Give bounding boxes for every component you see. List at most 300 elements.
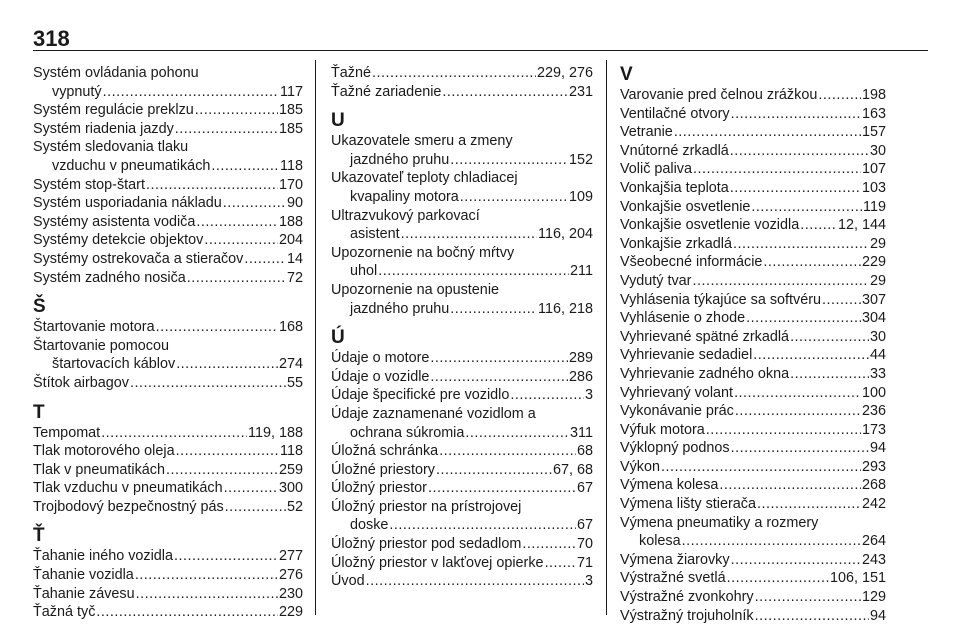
index-entry-line	[620, 588, 886, 607]
index-entry	[620, 458, 886, 477]
index-entry-term: Ukazovatele smeru a zmeny	[331, 133, 513, 150]
index-entry-line	[33, 250, 303, 269]
index-entry-term: Volič paliva	[620, 161, 692, 178]
index-entry	[620, 346, 886, 365]
index-entry-term: Výmena kolesa	[620, 477, 719, 494]
dot-leader	[731, 439, 869, 458]
index-entry-pages: 29	[869, 235, 886, 252]
index-entry-term: Systém riadenia jazdy	[33, 120, 174, 137]
page-number: 318	[33, 26, 70, 51]
index-entry-term: Údaje o motore	[331, 350, 430, 367]
index-entry-pages: 118	[280, 157, 303, 174]
index-entry-term: Výstražný trojuholník	[620, 607, 754, 624]
index-entry-line	[620, 179, 886, 198]
index-entry-term: Úložné priestory	[331, 461, 435, 478]
index-entry-line	[620, 216, 886, 235]
index-entry-pages: 55	[286, 374, 303, 391]
index-entry-pages: 107	[861, 161, 886, 178]
index-entry-pages: 229	[278, 604, 303, 621]
index-entry	[331, 281, 593, 318]
dot-leader	[800, 216, 837, 235]
index-entry	[33, 194, 303, 213]
index-entry	[33, 547, 303, 566]
dot-leader	[746, 309, 861, 328]
index-entry-line	[331, 262, 593, 281]
dot-leader	[366, 572, 584, 591]
dot-leader	[733, 235, 869, 254]
index-entry-pages: 29	[869, 272, 886, 289]
index-entry-line	[620, 160, 886, 179]
index-entry	[331, 64, 593, 83]
index-entry	[620, 291, 886, 310]
index-entry	[33, 566, 303, 585]
index-entry-line	[33, 318, 303, 337]
dot-leader	[401, 225, 537, 244]
index-entry-line	[331, 386, 593, 405]
dot-leader	[790, 365, 869, 384]
index-entry-pages: 300	[278, 480, 303, 497]
index-entry-pages: 119, 188	[248, 424, 303, 441]
index-entry	[331, 479, 593, 498]
index-entry-line	[33, 83, 303, 102]
dot-leader	[135, 566, 278, 585]
index-entry-pages: 173	[861, 421, 886, 438]
index-entry-term: Upozornenie na bočný mŕtvy	[331, 244, 515, 261]
index-entry-line	[33, 269, 303, 288]
index-entry	[33, 269, 303, 288]
index-entry-term: Štartovanie motora	[33, 319, 155, 336]
dot-leader	[757, 495, 861, 514]
index-entry-line	[33, 176, 303, 195]
index-entry-line	[331, 572, 593, 591]
dot-leader	[103, 83, 279, 102]
index-entry-pages: 152	[568, 151, 593, 168]
index-entry-line	[620, 235, 886, 254]
index-entry	[33, 374, 303, 393]
index-entry-term: Štítok airbagov	[33, 374, 129, 391]
dot-leader	[389, 516, 576, 535]
index-entry-subterm: vzduchu v pneumatikách	[52, 157, 211, 174]
dot-leader	[545, 554, 576, 573]
index-entry-pages: 198	[861, 87, 886, 103]
index-entry-pages: 30	[869, 142, 886, 159]
index-entry	[620, 123, 886, 142]
index-entry-pages: 33	[869, 365, 886, 382]
index-entry-pages: 289	[568, 350, 593, 367]
index-entry-term: Údaje o vozidle	[331, 368, 430, 385]
index-entry-pages: 129	[861, 589, 886, 606]
index-entry	[33, 461, 303, 480]
index-entry-pages: 259	[278, 461, 303, 478]
index-entry-pages: 277	[278, 548, 303, 565]
index-entry	[620, 476, 886, 495]
index-entry-pages: 118	[280, 443, 303, 460]
index-entry	[33, 138, 303, 175]
index-entry	[620, 607, 886, 626]
dot-leader	[130, 374, 286, 393]
index-entry-term: Vonkajšie osvetlenie vozidla	[620, 217, 800, 234]
dot-leader	[136, 585, 278, 604]
index-entry-term: Systém ovládania pohonu	[33, 65, 199, 81]
index-entry-pages: 3	[584, 387, 593, 404]
index-entry-line	[620, 476, 886, 495]
dot-leader	[96, 603, 278, 622]
index-entry-term: Výklopný podnos	[620, 440, 730, 457]
index-letter-heading: V	[620, 64, 633, 85]
index-entry	[620, 198, 886, 217]
index-entry-line	[33, 479, 303, 498]
index-entry-subterm: doske	[350, 517, 389, 534]
index-letter-heading: Ú	[331, 327, 345, 349]
index-entry-line	[331, 349, 593, 368]
index-entry-term: Ťahanie iného vozidla	[33, 548, 174, 565]
index-entry-line	[620, 86, 886, 105]
index-entry-pages: 72	[286, 269, 303, 286]
index-entry-pages: 116, 218	[538, 300, 593, 317]
index-entry-line	[33, 461, 303, 480]
index-entry	[620, 235, 886, 254]
index-entry-pages: 243	[861, 551, 886, 568]
index-entry	[331, 535, 593, 554]
index-entry-line	[331, 461, 593, 480]
index-entry-line	[620, 142, 886, 161]
index-entry-term: Vnútorné zrkadlá	[620, 142, 729, 159]
index-entry-line	[331, 151, 593, 170]
index-entry-line	[33, 547, 303, 566]
index-entry-term: Úvod	[331, 573, 365, 590]
dot-leader	[755, 607, 869, 626]
dot-leader	[430, 368, 568, 387]
index-entry	[331, 386, 593, 405]
dot-leader	[244, 250, 286, 269]
index-entry-pages: 230	[278, 585, 303, 602]
index-entry	[331, 132, 593, 169]
index-entry-line	[620, 291, 886, 310]
index-entry	[620, 309, 886, 328]
header-rule	[33, 50, 928, 51]
index-entry-line	[620, 532, 886, 551]
index-entry-term: Úložný priestor v lakťovej opierke	[331, 554, 544, 571]
index-entry	[620, 439, 886, 458]
index-entry	[620, 179, 886, 198]
dot-leader	[442, 83, 568, 102]
index-entry	[331, 461, 593, 480]
index-entry-line	[620, 346, 886, 365]
dot-leader	[204, 231, 278, 250]
index-entry-line	[620, 439, 886, 458]
index-entry-line	[331, 300, 593, 319]
dot-leader	[175, 120, 278, 139]
index-entry-pages: 286	[568, 368, 593, 385]
dot-leader	[450, 151, 568, 170]
index-entry-pages: 3	[584, 573, 593, 590]
index-entry-line	[620, 458, 886, 477]
column-divider	[606, 60, 607, 615]
index-entry	[331, 442, 593, 461]
dot-leader	[753, 346, 869, 365]
dot-leader	[522, 535, 576, 554]
index-entry-line	[331, 83, 593, 102]
index-entry-term: Štartovanie pomocou	[33, 337, 169, 354]
index-entry-line	[33, 157, 303, 176]
index-entry	[620, 569, 886, 588]
index-entry-term: Vydutý tvar	[620, 272, 692, 289]
index-entry-pages: 71	[576, 554, 593, 571]
index-entry-term: Údaje špecifické pre vozidlo	[331, 387, 510, 404]
index-entry-term: Tlak motorového oleja	[33, 443, 175, 460]
index-entry-term: Ťažná tyč	[33, 604, 96, 621]
index-column-1	[33, 64, 303, 622]
dot-leader	[731, 105, 861, 124]
index-entry-pages: 307	[861, 291, 886, 308]
dot-leader	[735, 402, 861, 421]
index-entry-line	[620, 551, 886, 570]
dot-leader	[719, 476, 861, 495]
index-entry-pages: 188	[278, 213, 303, 230]
index-entry	[620, 551, 886, 570]
index-entry-subterm: vypnutý	[52, 83, 102, 100]
index-entry-pages: 103	[861, 179, 886, 196]
index-entry-pages: 268	[861, 477, 886, 494]
index-entry	[331, 572, 593, 591]
index-entry-pages: 30	[869, 328, 886, 345]
index-entry-term: Výstražné zvonkohry	[620, 589, 754, 606]
index-entry-pages: 229, 276	[536, 65, 593, 81]
index-entry-line	[620, 421, 886, 440]
index-entry-pages: 264	[861, 533, 886, 550]
index-entry-term: Výfuk motora	[620, 421, 705, 438]
index-entry-pages: 168	[278, 319, 303, 336]
index-entry-term: Varovanie pred čelnou zrážkou	[620, 87, 818, 103]
dot-leader	[430, 349, 568, 368]
index-entry-term: Ťažné	[331, 65, 371, 81]
index-entry-pages: 67, 68	[552, 461, 593, 478]
dot-leader	[751, 198, 862, 217]
index-entry-line	[33, 213, 303, 232]
index-entry-pages: 100	[861, 384, 886, 401]
dot-leader	[755, 588, 861, 607]
index-entry-pages: 185	[278, 102, 303, 119]
index-entry-pages: 170	[278, 176, 303, 193]
index-entry-pages: 242	[861, 496, 886, 513]
dot-leader	[166, 461, 278, 480]
dot-leader	[734, 384, 861, 403]
index-entry-pages: 236	[861, 403, 886, 420]
index-entry-line	[33, 566, 303, 585]
index-entry-line	[33, 442, 303, 461]
index-entry	[331, 169, 593, 206]
index-entry-term: Systém usporiadania nákladu	[33, 195, 222, 212]
index-entry	[33, 424, 303, 443]
index-entry-term: Výstražné svetlá	[620, 570, 726, 587]
index-entry-line	[620, 495, 886, 514]
dot-leader	[101, 424, 247, 443]
index-entry-subterm: kolesa	[639, 533, 681, 550]
index-entry-line	[620, 198, 886, 217]
index-entry	[620, 514, 886, 551]
index-entry-pages: 109	[568, 188, 593, 205]
index-letter-heading: Ť	[33, 525, 45, 547]
dot-leader	[450, 300, 537, 319]
index-entry-pages: 274	[278, 356, 303, 373]
index-entry	[33, 64, 303, 101]
index-entry-pages: 311	[570, 424, 593, 441]
index-entry-pages: 90	[286, 195, 303, 212]
index-entry-term: Tlak vzduchu v pneumatikách	[33, 480, 223, 497]
dot-leader	[156, 318, 278, 337]
dot-leader	[731, 551, 861, 570]
dot-leader	[692, 272, 869, 291]
dot-leader	[146, 176, 278, 195]
index-entry-line	[620, 607, 886, 626]
index-entry-line	[620, 402, 886, 421]
index-entry	[620, 384, 886, 403]
index-entry	[620, 216, 886, 235]
dot-leader	[436, 461, 552, 480]
dot-leader	[465, 424, 569, 443]
index-entry	[331, 207, 593, 244]
index-entry-term: Vyhrievané spätné zrkadlá	[620, 328, 790, 345]
index-entry	[33, 318, 303, 337]
index-entry-term: Vetranie	[620, 124, 673, 141]
index-entry	[331, 244, 593, 281]
index-entry-pages: 94	[869, 607, 886, 624]
index-entry	[331, 405, 593, 442]
index-entry-term: Úložný priestor na prístrojovej	[331, 498, 522, 515]
index-entry-term: Všeobecné informácie	[620, 254, 763, 271]
dot-leader	[174, 547, 278, 566]
dot-leader	[510, 386, 584, 405]
index-entry	[620, 402, 886, 421]
index-entry-line	[331, 368, 593, 387]
index-entry	[33, 250, 303, 269]
index-entry-line	[620, 123, 886, 142]
index-entry-pages: 119	[863, 198, 886, 215]
index-entry-term: Systém zadného nosiča	[33, 269, 186, 286]
index-entry-line	[331, 188, 593, 207]
index-entry-pages: 52	[286, 498, 303, 515]
index-entry-term: Vyhrievaný volant	[620, 384, 734, 401]
index-letter-heading: T	[33, 401, 45, 423]
index-entry-line	[331, 442, 593, 461]
index-entry-pages: 157	[861, 124, 886, 141]
index-entry-line	[620, 272, 886, 291]
index-entry-term: Vyhrievanie zadného okna	[620, 365, 790, 382]
dot-leader	[224, 479, 278, 498]
dot-leader	[195, 101, 278, 120]
index-entry-pages: 106, 151	[829, 570, 886, 587]
index-entry-term: Systém stop-štart	[33, 176, 145, 193]
index-entry-term: Ventilačné otvory	[620, 105, 730, 122]
index-entry-term: Výmena pneumatiky a rozmery	[620, 514, 819, 531]
index-entry-term: Výmena žiarovky	[620, 551, 730, 568]
index-entry-term: Údaje zaznamenané vozidlom a	[331, 405, 536, 422]
index-entry-pages: 117	[280, 83, 303, 100]
dot-leader	[176, 442, 279, 461]
index-entry-pages: 204	[278, 232, 303, 249]
index-entry-pages: 211	[570, 263, 593, 280]
index-entry-line	[33, 424, 303, 443]
index-entry-term: Upozornenie na opustenie	[331, 281, 500, 298]
index-entry-term: Tlak v pneumatikách	[33, 461, 165, 478]
index-entry-term: Vyhlásenia týkajúce sa softvéru	[620, 291, 822, 308]
index-entry-term: Úložný priestor	[331, 480, 427, 497]
index-entry-line	[331, 479, 593, 498]
index-entry	[33, 498, 303, 517]
index-entry	[620, 86, 886, 105]
dot-leader	[196, 213, 278, 232]
index-entry-line	[620, 365, 886, 384]
dot-leader	[693, 160, 861, 179]
index-entry	[331, 83, 593, 102]
column-divider	[315, 60, 316, 615]
index-column-2	[331, 64, 593, 591]
index-entry-term: Systém regulácie preklzu	[33, 102, 194, 119]
index-entry-term: Systémy ostrekovača a stieračov	[33, 250, 244, 267]
index-entry-pages: 185	[278, 120, 303, 137]
index-entry	[620, 142, 886, 161]
dot-leader	[211, 157, 279, 176]
index-entry	[33, 337, 303, 374]
index-entry-line	[33, 101, 303, 120]
index-entry-line	[331, 535, 593, 554]
dot-leader	[706, 421, 861, 440]
index-entry	[331, 349, 593, 368]
index-entry-term: Ultrazvukový parkovací	[331, 207, 480, 224]
index-column-3	[620, 64, 886, 625]
index-entry-line	[33, 355, 303, 374]
index-entry-subterm: asistent	[350, 226, 400, 243]
index-entry	[331, 554, 593, 573]
index-entry	[33, 603, 303, 622]
index-entry-line	[33, 498, 303, 517]
index-letter-heading: Š	[33, 296, 46, 318]
dot-leader	[682, 532, 861, 551]
index-entry-term: Úložná schránka	[331, 443, 439, 460]
index-entry-term: Vyhlásenie o zhode	[620, 310, 746, 327]
index-entry-pages: 229	[861, 254, 886, 271]
index-entry-subterm: štartovacích káblov	[52, 356, 176, 373]
index-entry	[33, 231, 303, 250]
dot-leader	[730, 142, 869, 161]
dot-leader	[730, 179, 861, 198]
index-entry-term: Vonkajšia teplota	[620, 179, 729, 196]
index-entry-line	[331, 516, 593, 535]
index-entry-pages: 116, 204	[538, 226, 593, 243]
index-entry-line	[33, 374, 303, 393]
index-entry-term: Systémy detekcie objektov	[33, 232, 204, 249]
index-entry-line	[620, 253, 886, 272]
dot-leader	[225, 498, 286, 517]
index-entry-pages: 293	[861, 458, 886, 475]
index-entry-line	[620, 328, 886, 347]
index-entry-line	[33, 603, 303, 622]
index-entry	[620, 421, 886, 440]
index-entry	[620, 160, 886, 179]
index-entry	[620, 328, 886, 347]
index-entry-term: Ťahanie vozidla	[33, 567, 134, 584]
index-entry-subterm: jazdného pruhu	[350, 300, 450, 317]
dot-leader	[378, 262, 569, 281]
index-entry-term: Výmena lišty stierača	[620, 496, 756, 513]
index-entry	[33, 442, 303, 461]
index-entry-term: Výkon	[620, 458, 660, 475]
dot-leader	[439, 442, 576, 461]
index-entry	[33, 479, 303, 498]
dot-leader	[674, 123, 861, 142]
index-entry-line	[620, 105, 886, 124]
index-entry-term: Systémy asistenta vodiča	[33, 213, 196, 230]
